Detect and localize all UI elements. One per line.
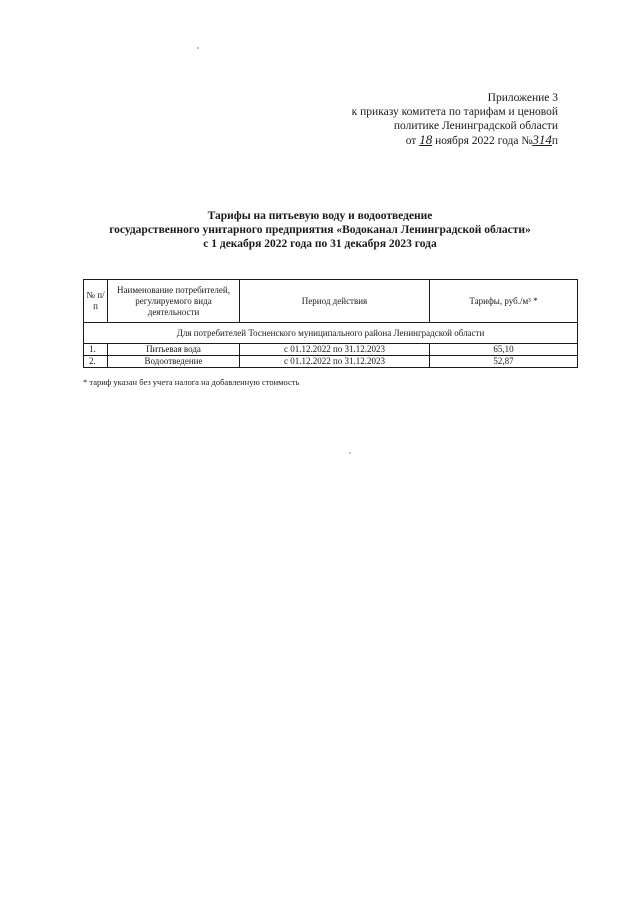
- handwritten-number: 314: [532, 132, 552, 147]
- header-name: Наименование потребителей, регулируемого вида деятельности: [108, 280, 240, 323]
- appendix-line-2: к приказу комитета по тарифам и ценовой: [351, 106, 558, 118]
- appendix-line-1: Приложение 3: [487, 92, 558, 104]
- table-row: [84, 344, 578, 356]
- table-row: [84, 356, 578, 368]
- tariff-table: [83, 279, 578, 368]
- appendix-line-3: политике Ленинградской области: [393, 120, 558, 132]
- table-group-row: [84, 323, 578, 344]
- appendix-header: [330, 91, 558, 148]
- group-label: Для потребителей Тосненского муниципального района Ленинградской области: [84, 323, 578, 344]
- title-line-3: с 1 декабря 2022 года по 31 декабря 2023 года: [203, 238, 437, 250]
- date-prefix: от: [405, 135, 417, 147]
- header-num: № п/п: [84, 280, 108, 323]
- row-num: 1.: [84, 344, 108, 356]
- table-header-row: [84, 280, 578, 323]
- row-name: Питьевая вода: [108, 344, 240, 356]
- row-period: с 01.12.2022 по 31.12.2023: [240, 356, 430, 368]
- appendix-date-line: [330, 133, 558, 148]
- row-num: 2.: [84, 356, 108, 368]
- title-line-1: Тарифы на питьевую воду и водоотведение: [207, 210, 433, 222]
- scan-speck: [349, 452, 351, 454]
- footnote: * тариф указан без учета налога на добавленную стоимость: [83, 377, 300, 387]
- date-middle: ноября 2022 года №: [435, 135, 533, 147]
- scan-speck: [197, 47, 199, 49]
- row-value: 52,87: [430, 356, 578, 368]
- header-tariff: Тарифы, руб./м³ *: [430, 280, 578, 323]
- order-suffix: п: [551, 135, 558, 147]
- row-value: 65,10: [430, 344, 578, 356]
- row-name: Водоотведение: [108, 356, 240, 368]
- header-period: Период действия: [240, 280, 430, 323]
- row-period: с 01.12.2022 по 31.12.2023: [240, 344, 430, 356]
- document-title: [90, 209, 550, 251]
- title-line-2: государственного унитарного предприятия «Водоканал Ленинградской области»: [109, 224, 531, 236]
- handwritten-day: 18: [419, 132, 433, 147]
